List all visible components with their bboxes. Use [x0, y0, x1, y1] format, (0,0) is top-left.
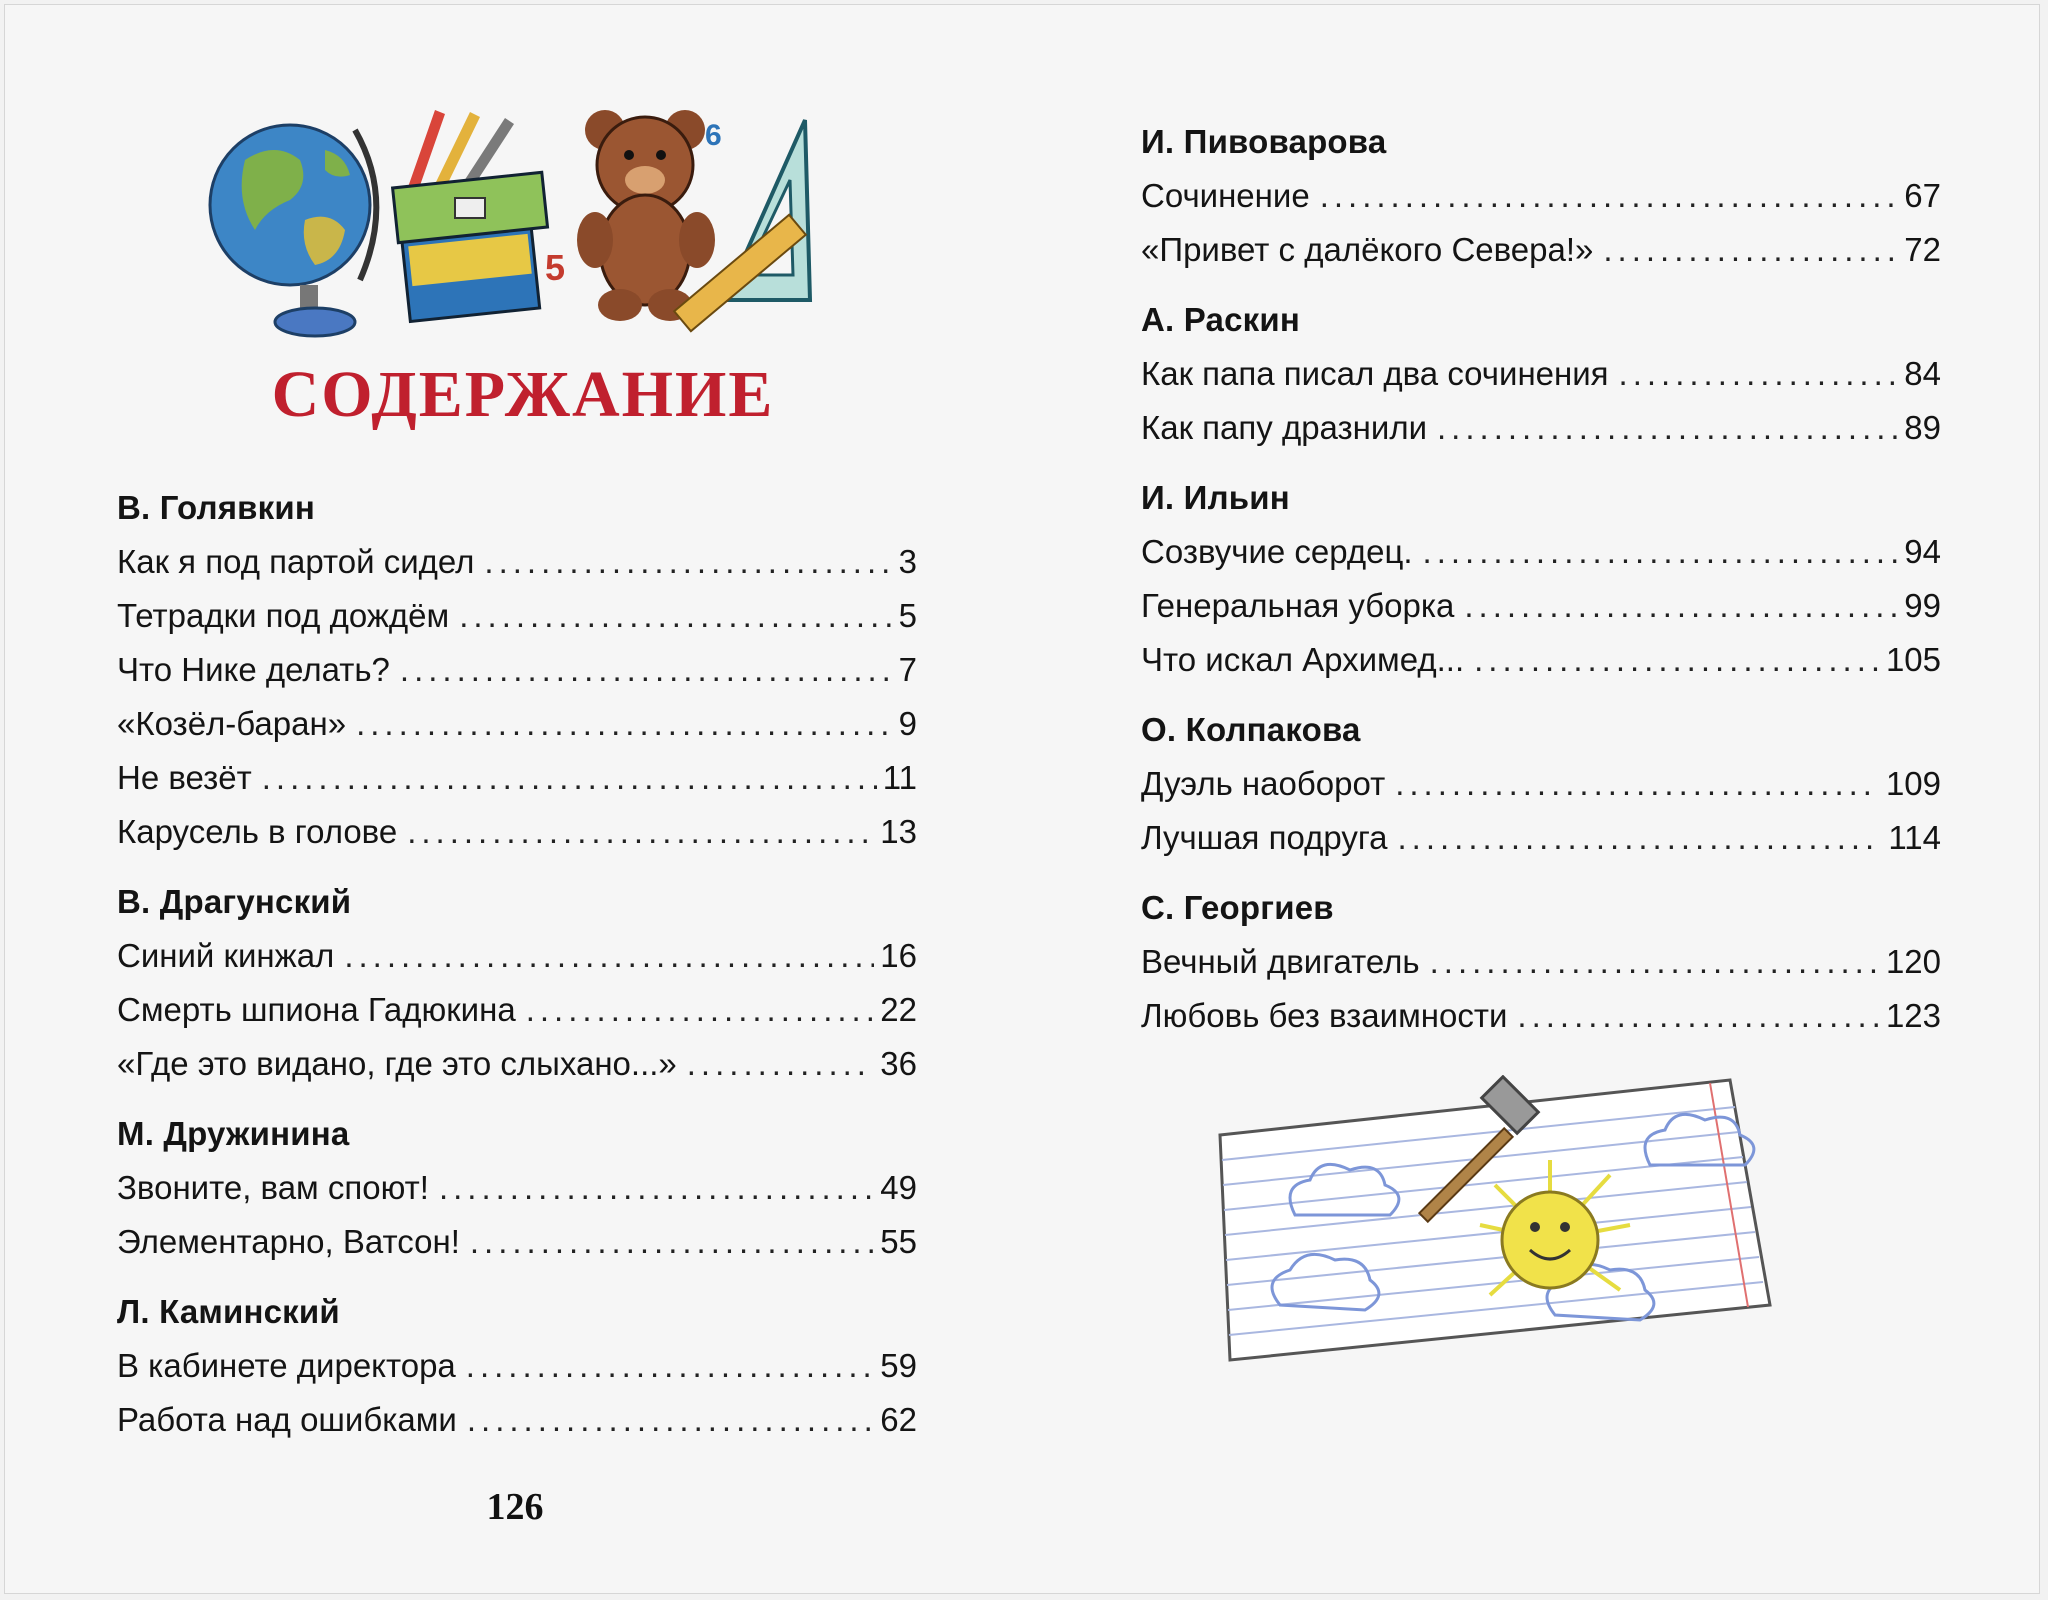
entry-page: 9 [898, 705, 917, 742]
briefcase-icon [393, 172, 548, 321]
dot-leader [1320, 169, 1899, 223]
entry-page: 16 [880, 937, 917, 974]
entry-page: 49 [880, 1169, 917, 1206]
author-section [1141, 293, 1941, 455]
dot-leader [459, 589, 892, 643]
dot-leader [467, 1393, 874, 1447]
entry-title: Работа над ошибками [117, 1401, 457, 1438]
entry-page: 36 [880, 1045, 917, 1082]
author-name: И. Ильин [1141, 479, 1290, 516]
entry-title: Лучшая подруга [1141, 819, 1388, 856]
contents-right-column [1141, 115, 1941, 1059]
entry-page: 120 [1885, 943, 1941, 980]
dot-leader [1395, 757, 1880, 811]
entry-title: «Где это видано, где это слыхано...» [117, 1045, 677, 1082]
entry-title: Вечный двигатель [1141, 943, 1420, 980]
author-name: О. Колпакова [1141, 711, 1361, 748]
dot-leader [1474, 633, 1880, 687]
toc-entry [117, 1161, 917, 1215]
entry-title: Сочинение [1141, 177, 1310, 214]
entry-page: 67 [1904, 177, 1941, 214]
author-section [1141, 703, 1941, 865]
entry-title: Дуэль наоборот [1141, 765, 1386, 802]
author-name: В. Голявкин [117, 489, 316, 526]
author-section [117, 875, 917, 1091]
toc-entry [1141, 401, 1941, 455]
page-number: 126 [486, 1486, 544, 1528]
author-section [1141, 471, 1941, 687]
dot-leader [344, 929, 874, 983]
school-supplies-illustration [205, 100, 825, 340]
toc-entry [117, 983, 917, 1037]
toc-entry [117, 751, 917, 805]
toc-entry [1141, 169, 1941, 223]
author-section [117, 481, 917, 859]
entry-title: Смерть шпиона Гадюкина [117, 991, 516, 1028]
entry-page: 5 [898, 597, 917, 634]
entry-title: «Козёл-баран» [117, 705, 347, 742]
author-name: В. Драгунский [117, 883, 352, 920]
dot-leader [356, 697, 893, 751]
entry-title: Как я под партой сидел [117, 543, 475, 580]
author-name: М. Дружинина [117, 1115, 350, 1152]
entry-page: 22 [880, 991, 917, 1028]
author-section [1141, 115, 1941, 277]
toc-entry [117, 1037, 917, 1091]
entry-title: Тетрадки под дождём [117, 597, 450, 634]
author-name: Л. Каминский [117, 1293, 340, 1330]
entry-page: 123 [1885, 997, 1941, 1034]
author-section [1141, 881, 1941, 1043]
entry-page: 72 [1904, 231, 1941, 268]
toc-entry [1141, 633, 1941, 687]
entry-title: Любовь без взаимности [1141, 997, 1508, 1034]
entry-page: 114 [1888, 819, 1941, 856]
entry-page: 62 [880, 1401, 917, 1438]
author-section [117, 1107, 917, 1269]
notebook-drawing-illustration [1210, 1075, 1800, 1365]
teddy-bear-icon [577, 110, 715, 321]
entry-title: В кабинете директора [117, 1347, 456, 1384]
toc-entry [117, 929, 917, 983]
dot-leader [484, 535, 892, 589]
entry-title: Что Нике делать? [117, 651, 390, 688]
toc-entry [1141, 757, 1941, 811]
entry-title: Элементарно, Ватсон! [117, 1223, 460, 1260]
book-page [4, 4, 2040, 1594]
toc-entry [1141, 811, 1941, 865]
dot-leader [1437, 401, 1898, 455]
globe-icon [210, 125, 376, 336]
entry-title: Карусель в голове [117, 813, 398, 850]
number-six-icon: 6 [705, 119, 722, 152]
entry-page: 84 [1904, 355, 1941, 392]
dot-leader [687, 1037, 875, 1091]
entry-title: Звоните, вам споют! [117, 1169, 429, 1206]
toc-entry [117, 805, 917, 859]
notebook-page-icon [1220, 1080, 1770, 1360]
toc-entry [117, 643, 917, 697]
entry-page: 3 [898, 543, 917, 580]
author-name: С. Георгиев [1141, 889, 1334, 926]
entry-title: Как папу дразнили [1141, 409, 1428, 446]
dot-leader [1423, 525, 1899, 579]
entry-page: 94 [1904, 533, 1941, 570]
toc-entry [117, 1215, 917, 1269]
toc-entry [1141, 347, 1941, 401]
entry-page: 7 [898, 651, 917, 688]
dot-leader [1464, 579, 1898, 633]
entry-title: Синий кинжал [117, 937, 335, 974]
toc-entry [117, 1393, 917, 1447]
toc-entry [117, 697, 917, 751]
entry-page: 13 [880, 813, 917, 850]
dot-leader [400, 643, 893, 697]
entry-title: Не везёт [117, 759, 252, 796]
author-name: И. Пивоварова [1141, 123, 1387, 160]
toc-entry [1141, 989, 1941, 1043]
dot-leader [466, 1339, 874, 1393]
dot-leader [470, 1215, 874, 1269]
dot-leader [526, 983, 875, 1037]
entry-page: 105 [1885, 641, 1941, 678]
entry-title: Созвучие сердец. [1141, 533, 1413, 570]
dot-leader [407, 805, 874, 859]
entry-page: 11 [882, 759, 917, 796]
dot-leader [1517, 989, 1880, 1043]
entry-page: 99 [1904, 587, 1941, 624]
contents-heading: СОДЕРЖАНИЕ [271, 358, 775, 431]
toc-entry [1141, 223, 1941, 277]
entry-title: Генеральная уборка [1141, 587, 1455, 624]
dot-leader [439, 1161, 874, 1215]
entry-page: 89 [1904, 409, 1941, 446]
author-name: А. Раскин [1141, 301, 1300, 338]
entry-page: 109 [1885, 765, 1941, 802]
number-five-icon: 5 [545, 247, 566, 288]
author-section [117, 1285, 917, 1447]
toc-entry [117, 535, 917, 589]
entry-page: 55 [880, 1223, 917, 1260]
contents-left-column [117, 481, 917, 1463]
entry-page: 59 [880, 1347, 917, 1384]
dot-leader [262, 751, 877, 805]
dot-leader [1430, 935, 1880, 989]
entry-title: Что искал Архимед... [1141, 641, 1465, 678]
toc-entry [1141, 579, 1941, 633]
entry-title: «Привет с далёкого Севера!» [1141, 231, 1594, 268]
toc-entry [1141, 935, 1941, 989]
toc-entry [1141, 525, 1941, 579]
dot-leader [1603, 223, 1898, 277]
dot-leader [1398, 811, 1883, 865]
toc-entry [117, 589, 917, 643]
toc-entry [117, 1339, 917, 1393]
dot-leader [1619, 347, 1899, 401]
entry-title: Как папа писал два сочинения [1141, 355, 1609, 392]
